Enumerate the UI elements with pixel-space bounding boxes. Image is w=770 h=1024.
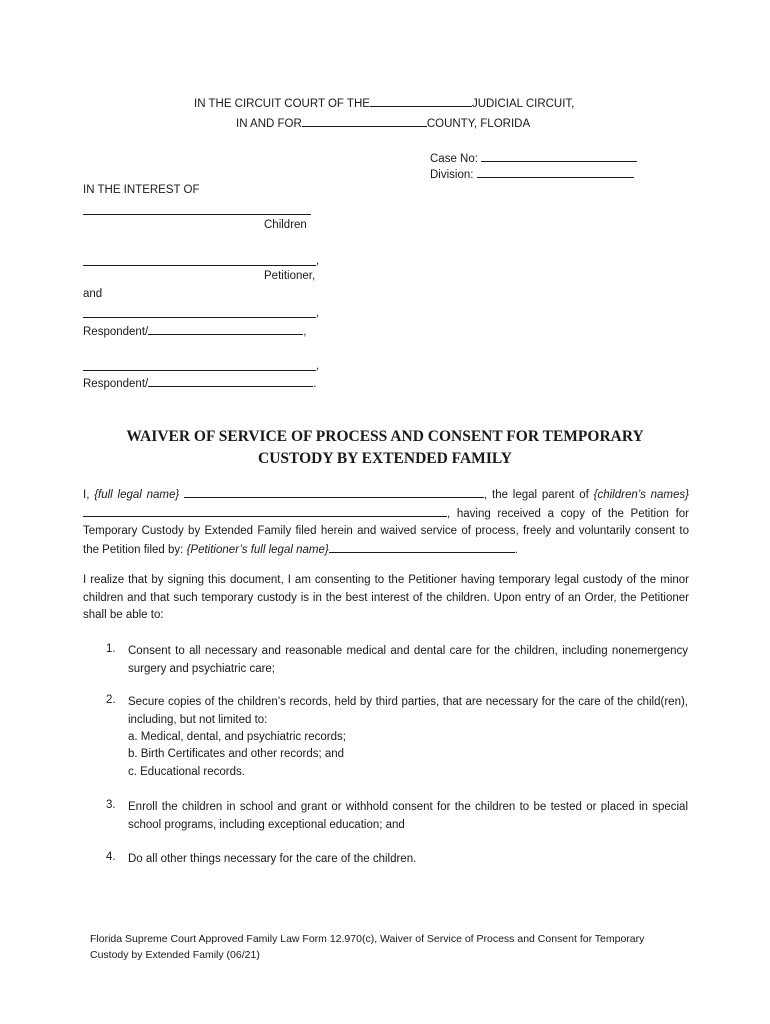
- form-title-line-1: WAIVER OF SERVICE OF PROCESS AND CONSENT FOR TEMPORARY: [126, 428, 644, 445]
- p1-after-names: , having received a copy of the Petition for Temporary Custody by Extended Family filed herein and waived service of process, freely and voluntarily consent to the Petition filed by:: [83, 507, 689, 556]
- court-line-2-start: IN AND FOR: [236, 118, 302, 130]
- respondent-1-label: Respondent/: [83, 326, 149, 338]
- petitioner-comma: ,: [316, 255, 320, 267]
- court-line-2: [236, 115, 530, 130]
- respondent-2-role-field[interactable]: [148, 375, 313, 387]
- county-blank[interactable]: [302, 115, 427, 127]
- item-3-number: 3.: [106, 799, 116, 811]
- court-line-1-start: IN THE CIRCUIT COURT OF THE: [194, 98, 370, 110]
- respondent-1-role-field[interactable]: [148, 323, 303, 335]
- item-4-text: Do all other things necessary for the care of the children.: [128, 853, 417, 865]
- subitem-c: c. Educational records.: [128, 766, 245, 778]
- division-row: [430, 166, 634, 181]
- form-title-line-2: CUSTODY BY EXTENDED FAMILY: [258, 450, 512, 467]
- court-line-1: [194, 95, 574, 110]
- court-line-2-end: COUNTY, FLORIDA: [426, 118, 531, 130]
- subitem-b: b. Birth Certificates and other records; and: [128, 748, 345, 760]
- p1-mid: , the legal parent of: [484, 489, 594, 501]
- childrens-names-field[interactable]: [83, 505, 447, 517]
- children-label: Children: [264, 219, 307, 231]
- p1-prefix: I,: [83, 489, 95, 501]
- form-title: [90, 426, 680, 470]
- subitem-a: a. Medical, dental, and psychiatric records;: [128, 731, 346, 743]
- respondent-2-label: Respondent/: [83, 378, 149, 390]
- petitioner-name-hint: {Petitioner’s full legal name}: [186, 543, 329, 556]
- full-legal-name-hint: {full legal name}: [94, 489, 180, 501]
- interest-of-label: IN THE INTEREST OF: [83, 184, 200, 196]
- and-label: and: [83, 288, 103, 300]
- p1-end: .: [514, 543, 518, 556]
- case-no-label: Case No:: [430, 153, 478, 165]
- parent-name-field[interactable]: [184, 486, 484, 498]
- respondent-1-row: [83, 323, 306, 338]
- respondent-1-name-line[interactable]: [83, 317, 316, 318]
- respondent-1-comma: ,: [303, 326, 307, 338]
- item-4-number: 4.: [106, 851, 116, 863]
- respondent-2-row: [83, 375, 316, 390]
- respondent-1-name-comma: ,: [316, 307, 320, 319]
- item-2-text: Secure copies of the children’s records, held by third parties, that are necessary for the care of the child(ren), including, but not limited to:: [128, 696, 688, 726]
- respondent-2-period: .: [313, 378, 317, 390]
- division-label: Division:: [430, 169, 474, 181]
- realization-paragraph: I realize that by signing this document, I am consenting to the Petitioner having temporary legal custody of the minor children and that such temporary custody is in the best interest of the children. Upon entry of an Order, the Petitioner shall be able to:: [83, 574, 689, 621]
- circuit-blank[interactable]: [370, 95, 472, 107]
- case-no-row: [430, 150, 637, 165]
- childrens-names-hint: {children’s names}: [593, 489, 689, 501]
- case-no-field[interactable]: [481, 150, 637, 162]
- petitioner-label: Petitioner,: [264, 270, 316, 282]
- petitioner-name-line[interactable]: [83, 265, 316, 266]
- item-1-number: 1.: [106, 643, 116, 655]
- consent-paragraph: [83, 486, 689, 559]
- form-footer: Florida Supreme Court Approved Family Law Form 12.970(c), Waiver of Service of Process and Consent for Temporary Custody by Extended Family (06/21): [90, 933, 645, 961]
- court-line-1-end: JUDICIAL CIRCUIT,: [471, 98, 575, 110]
- division-field[interactable]: [477, 166, 634, 178]
- item-2-number: 2.: [106, 694, 116, 706]
- respondent-2-name-comma: ,: [316, 360, 320, 372]
- item-1-text: Consent to all necessary and reasonable medical and dental care for the children, including nonemergency surgery and psychiatric care;: [128, 645, 688, 675]
- petitioner-full-name-field[interactable]: [329, 541, 515, 553]
- item-3-text: Enroll the children in school and grant or withhold consent for the children to be tested or placed in special school programs, including exceptional education; and: [128, 801, 688, 831]
- respondent-2-name-line[interactable]: [83, 370, 316, 371]
- children-name-line[interactable]: [83, 214, 311, 215]
